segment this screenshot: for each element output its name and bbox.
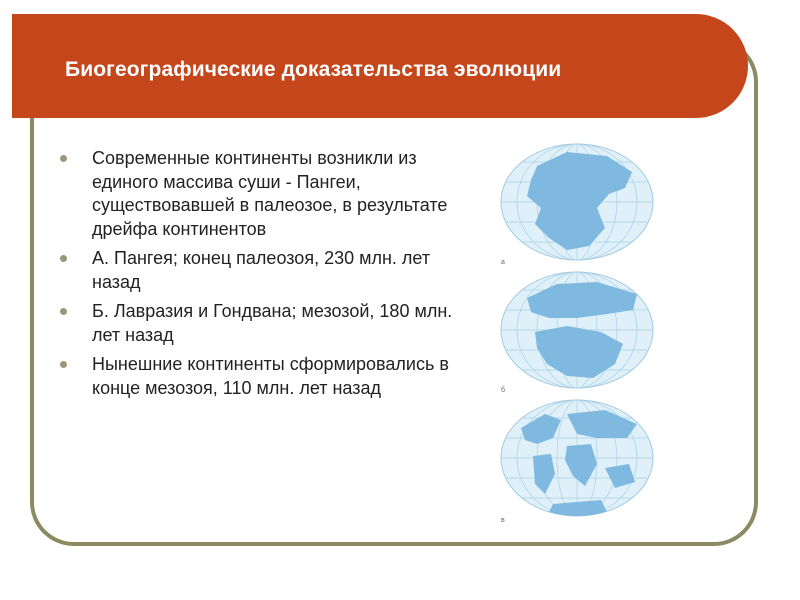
map-label-c: в bbox=[501, 517, 505, 524]
map-label-b: б bbox=[501, 387, 506, 394]
map-laurasia-gondwana bbox=[497, 268, 657, 398]
bullet-item-3 bbox=[60, 300, 460, 347]
map-label-a: а bbox=[501, 259, 505, 266]
title-bar bbox=[12, 14, 748, 118]
maps-illustration bbox=[497, 138, 657, 528]
bullet-item-1 bbox=[60, 147, 460, 241]
bullet-text-2: А. Пангея; конец палеозоя, 230 млн. лет назад bbox=[92, 248, 431, 292]
bullet-icon bbox=[60, 308, 67, 315]
bullet-text-3: Б. Лавразия и Гондвана; мезозой, 180 млн. лет назад bbox=[92, 301, 453, 345]
bullet-item-4 bbox=[60, 353, 460, 400]
bullet-icon bbox=[60, 155, 67, 162]
bullet-list bbox=[60, 147, 460, 406]
bullet-icon bbox=[60, 361, 67, 368]
slide-title: Биогеографические доказательства эволюции bbox=[65, 58, 562, 81]
bullet-text-1: Современные континенты возникли из единого массива суши - Пангеи, существовавшей в палеозое, в результате дрейфа континентов bbox=[92, 148, 448, 239]
bullet-item-2 bbox=[60, 247, 460, 294]
title-underline bbox=[69, 120, 719, 124]
map-pangaea bbox=[497, 138, 657, 268]
map-modern-continents bbox=[497, 396, 657, 526]
bullet-icon bbox=[60, 255, 67, 262]
continental-drift-maps bbox=[497, 138, 657, 528]
bullet-text-4: Нынешние континенты сформировались в конце мезозоя, 110 млн. лет назад bbox=[92, 354, 449, 398]
